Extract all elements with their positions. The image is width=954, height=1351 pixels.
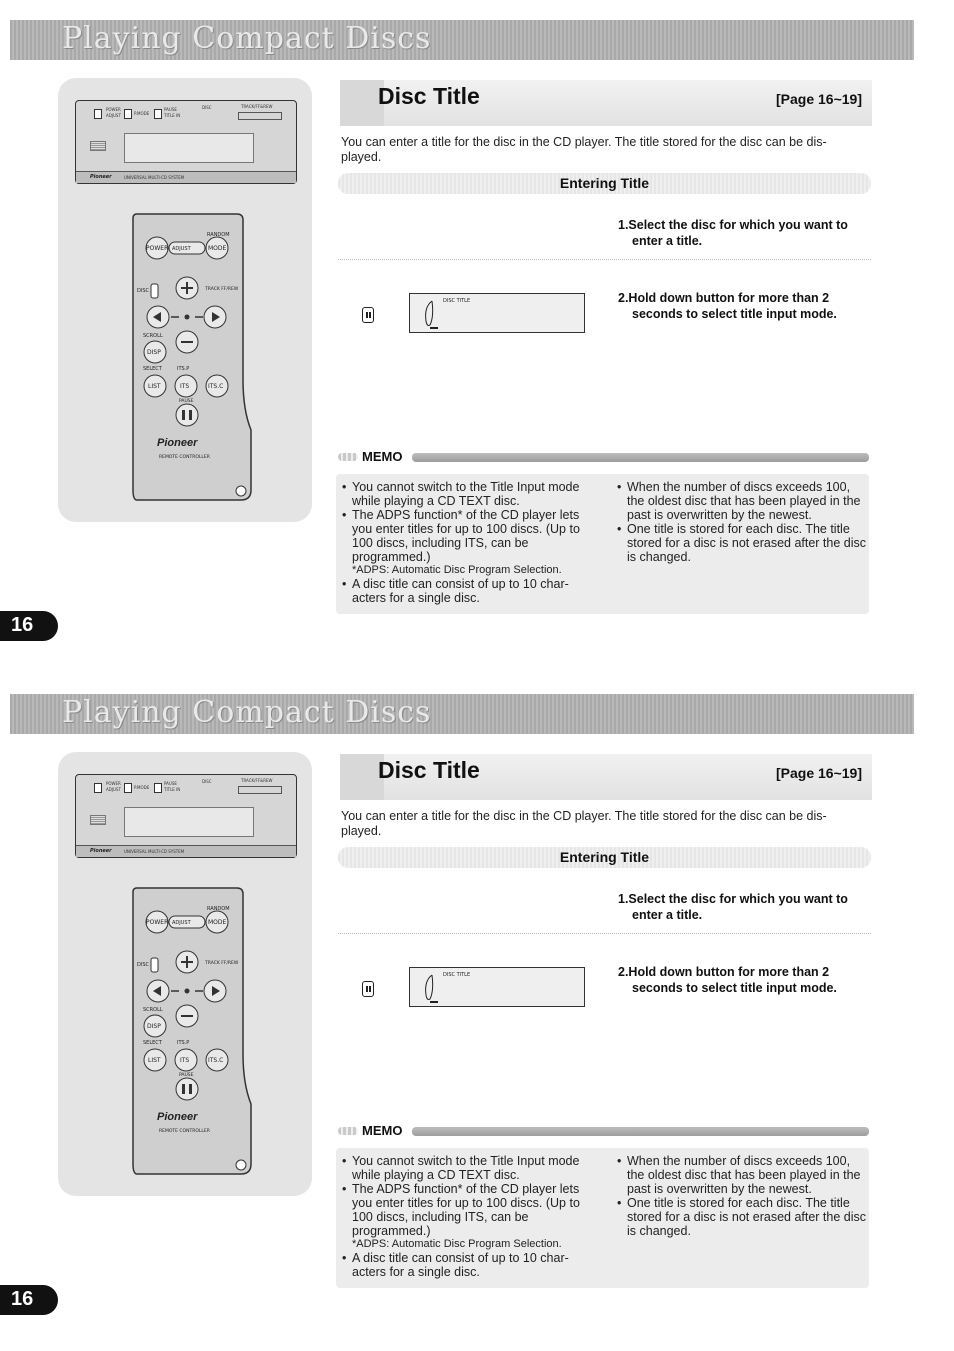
track-arrows-icon bbox=[238, 786, 282, 794]
pioneer-logo: Pioneer bbox=[90, 174, 112, 180]
memo-item bbox=[340, 508, 592, 577]
remote-label: MODE bbox=[208, 245, 227, 252]
head-unit-label: TITLE IN bbox=[164, 787, 181, 792]
remote-controller-illustration bbox=[125, 864, 257, 1180]
remote-label: MODE bbox=[208, 919, 227, 926]
memo-bar bbox=[412, 1127, 869, 1136]
pause-button-icon bbox=[154, 109, 162, 119]
memo-header bbox=[338, 1124, 869, 1138]
remote-label: SCROLL bbox=[143, 1007, 163, 1013]
remote-label: ITS.C bbox=[208, 1057, 224, 1064]
memo-label: MEMO bbox=[362, 1123, 403, 1138]
section-title: Disc Title bbox=[378, 83, 480, 109]
memo-dots-icon bbox=[338, 453, 358, 461]
pause-button-icon bbox=[362, 307, 374, 323]
head-unit-label: ADJUST bbox=[106, 787, 121, 792]
head-unit-display bbox=[124, 133, 254, 163]
display-label: DISC TITLE bbox=[443, 972, 471, 978]
step-2: 2.Hold down button for more than 2 seconds to select title input mode. bbox=[618, 291, 837, 321]
remote-label: TRACK FF/REW bbox=[205, 287, 239, 292]
section-title: Disc Title bbox=[378, 757, 480, 783]
memo-item bbox=[340, 1154, 592, 1182]
remote-label: SELECT bbox=[143, 366, 162, 372]
intro-paragraph: You can enter a title for the disc in the CD player. The title stored for the disc can be dis-played. bbox=[341, 135, 827, 164]
head-unit-label: TRACK/FF&REW bbox=[241, 104, 273, 109]
page-number: 16 bbox=[11, 614, 34, 636]
remote-label: DISC bbox=[137, 962, 149, 968]
head-unit-brand-band bbox=[76, 171, 296, 183]
memo-box bbox=[336, 474, 869, 614]
remote-label: LIST bbox=[148, 383, 161, 390]
head-unit-label: POWER bbox=[106, 107, 121, 112]
lcd-display-illustration bbox=[409, 293, 585, 333]
intro-paragraph: You can enter a title for the disc in the CD player. The title stored for the disc can be dis-played. bbox=[341, 809, 827, 838]
head-unit-label: ADJUST bbox=[106, 113, 121, 118]
remote-label: SELECT bbox=[143, 1040, 162, 1046]
remote-label: ITS bbox=[180, 383, 190, 390]
memo-footnote: *ADPS: Automatic Disc Program Selection. bbox=[352, 1238, 562, 1250]
memo-column-right bbox=[615, 480, 867, 564]
memo-box bbox=[336, 1148, 869, 1288]
remote-label: POWER bbox=[146, 245, 169, 252]
memo-item-text: A disc title can consist of up to 10 char-acters for a single disc. bbox=[352, 1251, 569, 1279]
remote-label: RANDOM bbox=[207, 906, 230, 912]
p-mode-button-icon bbox=[124, 783, 132, 793]
memo-item bbox=[615, 1154, 867, 1196]
remote-caption: REMOTE CONTROLLER bbox=[159, 1129, 210, 1134]
remote-label: ITS bbox=[180, 1057, 190, 1064]
memo-bar bbox=[412, 453, 869, 462]
memo-item bbox=[340, 1251, 592, 1279]
remote-label: DISC bbox=[137, 288, 149, 294]
remote-label: ADJUST bbox=[172, 920, 191, 926]
head-unit-brand-band bbox=[76, 845, 296, 857]
display-label: DISC TITLE bbox=[443, 298, 471, 304]
cd-logo-icon bbox=[90, 815, 106, 825]
track-arrows-icon bbox=[238, 112, 282, 120]
head-unit-label: DISC bbox=[202, 105, 212, 110]
memo-column-right bbox=[615, 1154, 867, 1238]
head-unit-label: P.MODE bbox=[134, 785, 150, 790]
page-top-half bbox=[0, 0, 954, 674]
cursor-glyph-icon bbox=[418, 297, 444, 331]
memo-column-left bbox=[340, 480, 592, 605]
memo-footnote: *ADPS: Automatic Disc Program Selection. bbox=[352, 564, 562, 576]
memo-item bbox=[615, 480, 867, 522]
lcd-display-illustration bbox=[409, 967, 585, 1007]
cd-player-head-unit-illustration bbox=[75, 774, 297, 858]
section-banner bbox=[10, 694, 914, 734]
section-header bbox=[340, 80, 872, 126]
step-divider bbox=[338, 259, 871, 260]
head-unit-label: TRACK/FF&REW bbox=[241, 778, 273, 783]
subheading-bar bbox=[338, 847, 871, 868]
page-reference: [Page 16~19] bbox=[776, 765, 862, 781]
remote-controller-illustration bbox=[125, 190, 257, 506]
memo-dots-icon bbox=[338, 1127, 358, 1135]
remote-label: ADJUST bbox=[172, 246, 191, 252]
head-unit-label: PAUSE bbox=[164, 107, 177, 112]
pause-button-icon bbox=[362, 981, 374, 997]
step-1: 1.Select the disc for which you want to enter a title. bbox=[618, 892, 848, 922]
head-unit-display bbox=[124, 807, 254, 837]
p-mode-button-icon bbox=[124, 109, 132, 119]
subheading: Entering Title bbox=[559, 175, 650, 191]
section-header bbox=[340, 754, 872, 800]
power-button-icon bbox=[94, 783, 102, 793]
memo-item-text: One title is stored for each disc. The title stored for a disc is not erased after the disc is changed. bbox=[627, 1196, 867, 1238]
power-button-icon bbox=[94, 109, 102, 119]
remote-label: SCROLL bbox=[143, 333, 163, 339]
page-number-tab bbox=[0, 611, 58, 641]
page-number: 16 bbox=[11, 1288, 34, 1310]
head-unit-label: P.MODE bbox=[134, 111, 150, 116]
cursor-glyph-icon bbox=[418, 971, 444, 1005]
cd-player-head-unit-illustration bbox=[75, 100, 297, 184]
subheading: Entering Title bbox=[559, 849, 650, 865]
remote-label: ITS.P bbox=[177, 1040, 190, 1046]
head-unit-label: DISC bbox=[202, 779, 212, 784]
remote-label: DISP bbox=[147, 349, 161, 356]
pioneer-logo: Pioneer bbox=[157, 437, 198, 449]
cd-logo-icon bbox=[90, 141, 106, 151]
memo-item-text: A disc title can consist of up to 10 char-acters for a single disc. bbox=[352, 577, 569, 605]
remote-caption: REMOTE CONTROLLER bbox=[159, 455, 210, 460]
memo-item-text: One title is stored for each disc. The title stored for a disc is not erased after the disc is changed. bbox=[627, 522, 867, 564]
memo-item bbox=[340, 480, 592, 508]
memo-item bbox=[615, 522, 867, 564]
remote-label: ITS.P bbox=[177, 366, 190, 372]
memo-item bbox=[340, 577, 592, 605]
remote-label: ITS.C bbox=[208, 383, 224, 390]
remote-label: TRACK FF/REW bbox=[205, 961, 239, 966]
remote-label: LIST bbox=[148, 1057, 161, 1064]
memo-column-left bbox=[340, 1154, 592, 1279]
remote-label: PAUSE bbox=[179, 399, 194, 404]
banner-title: Playing Compact Discs bbox=[62, 21, 432, 56]
page-reference: [Page 16~19] bbox=[776, 91, 862, 107]
head-unit-label: PAUSE bbox=[164, 781, 177, 786]
head-unit-label: POWER bbox=[106, 781, 121, 786]
remote-label: DISP bbox=[147, 1023, 161, 1030]
subheading-bar bbox=[338, 173, 871, 194]
page-number-tab bbox=[0, 1285, 58, 1315]
remote-label: RANDOM bbox=[207, 232, 230, 238]
memo-item bbox=[340, 1182, 592, 1251]
head-unit-label: TITLE IN bbox=[164, 113, 181, 118]
memo-header bbox=[338, 450, 869, 464]
remote-label: POWER bbox=[146, 919, 169, 926]
step-divider bbox=[338, 933, 871, 934]
step-1: 1.Select the disc for which you want to enter a title. bbox=[618, 218, 848, 248]
memo-item-text: You cannot switch to the Title Input mode while playing a CD TEXT disc. bbox=[352, 1154, 580, 1182]
system-label: UNIVERSAL MULTI-CD SYSTEM bbox=[124, 175, 185, 180]
page-bottom-half bbox=[0, 674, 954, 1348]
banner-title: Playing Compact Discs bbox=[62, 695, 432, 730]
memo-item-text: When the number of discs exceeds 100, the oldest disc that has been played in the past is overwritten by the newest. bbox=[627, 480, 861, 522]
memo-item-text: The ADPS function* of the CD player lets you enter titles for up to 100 discs. (Up to 100 discs, including ITS, can be programmed.) bbox=[352, 508, 580, 564]
memo-item-text: You cannot switch to the Title Input mode while playing a CD TEXT disc. bbox=[352, 480, 580, 508]
step-2: 2.Hold down button for more than 2 seconds to select title input mode. bbox=[618, 965, 837, 995]
memo-item bbox=[615, 1196, 867, 1238]
section-banner bbox=[10, 20, 914, 60]
system-label: UNIVERSAL MULTI-CD SYSTEM bbox=[124, 849, 185, 854]
pause-button-icon bbox=[154, 783, 162, 793]
remote-label: PAUSE bbox=[179, 1073, 194, 1078]
memo-item-text: When the number of discs exceeds 100, the oldest disc that has been played in the past is overwritten by the newest. bbox=[627, 1154, 861, 1196]
memo-label: MEMO bbox=[362, 449, 403, 464]
memo-item-text: The ADPS function* of the CD player lets you enter titles for up to 100 discs. (Up to 100 discs, including ITS, can be programmed.) bbox=[352, 1182, 580, 1238]
pioneer-logo: Pioneer bbox=[157, 1111, 198, 1123]
pioneer-logo: Pioneer bbox=[90, 848, 112, 854]
